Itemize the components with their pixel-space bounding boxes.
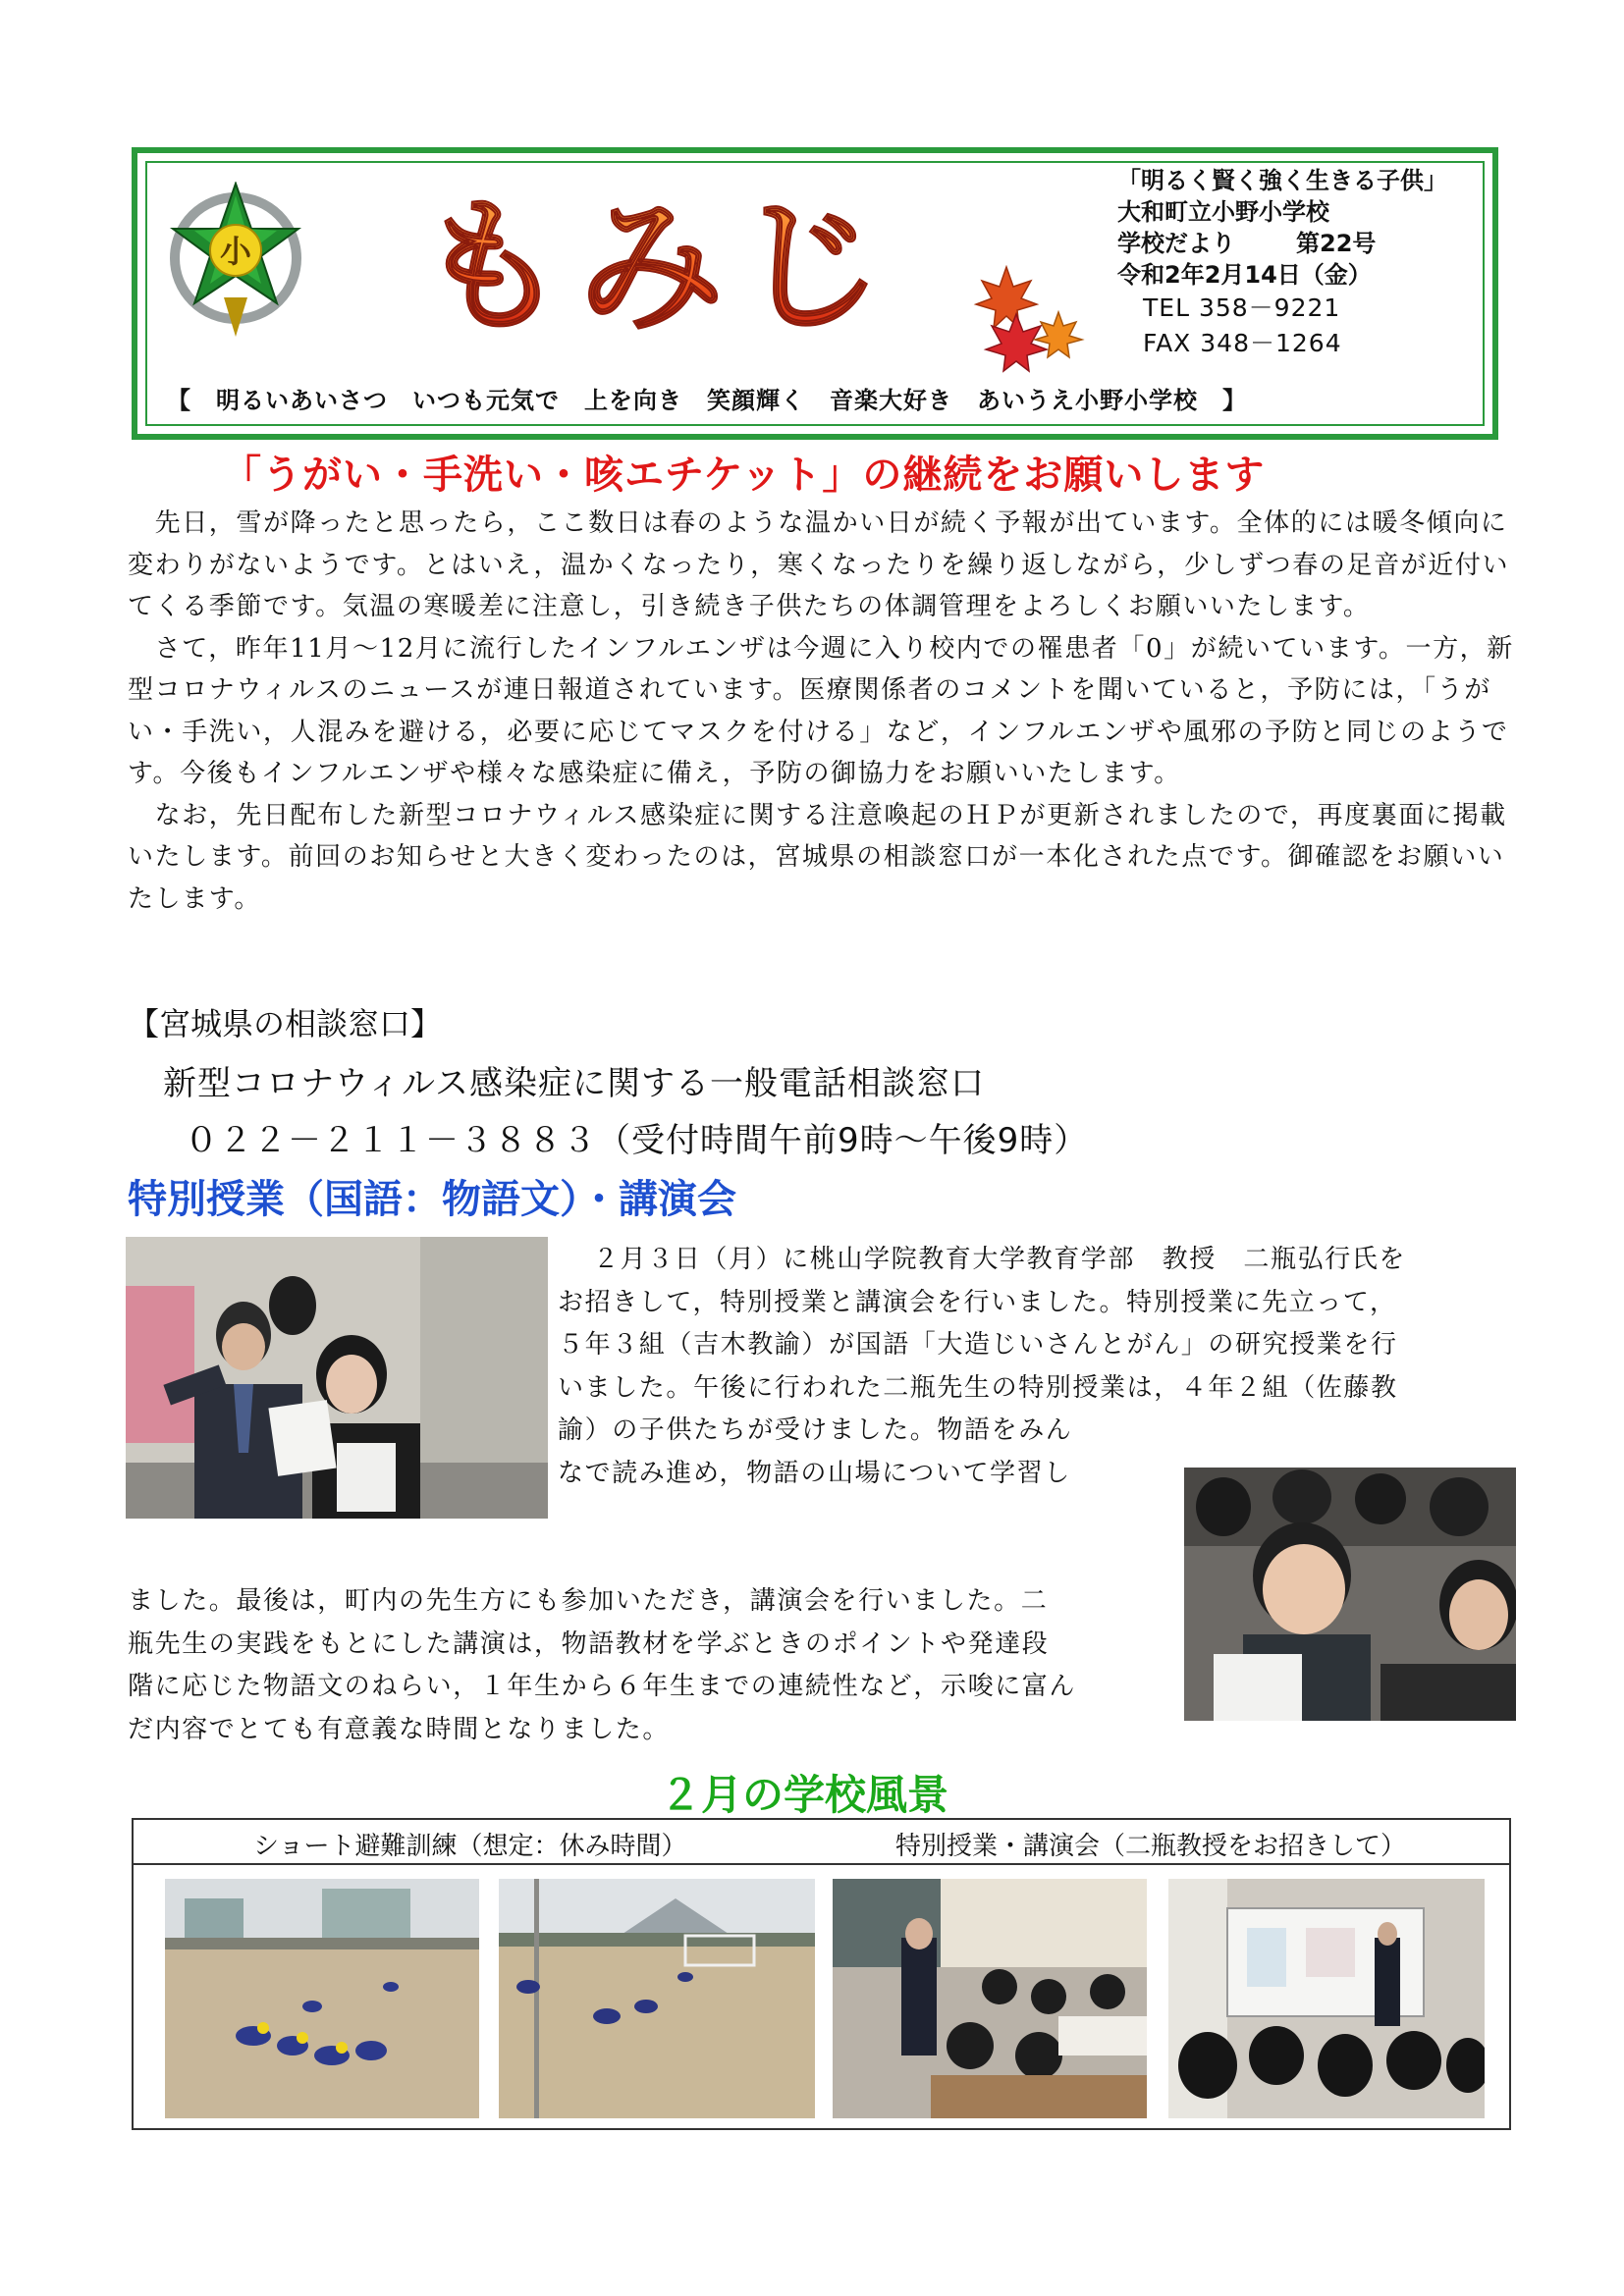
- issue-date: 令和2年2月14日（金）: [1117, 261, 1372, 289]
- article2-line-3: ５年３組（吉木教諭）が国語「大造じいさんとがん」の研究授業を行: [558, 1330, 1398, 1360]
- lecture-photo: [126, 1237, 548, 1519]
- school-motto: 「明るく賢く強く生きる子供」: [1117, 167, 1447, 194]
- article1-body: [128, 503, 1522, 920]
- consult-phone: ０２２－２１１－３８８３（受付時間午前9時～午後9時）: [185, 1121, 1089, 1160]
- article2-line-8: 瓶先生の実践をもとにした講演は，物語教材を学ぶときのポイントや発達段: [128, 1629, 1050, 1659]
- caption-evacuation-drill: ショート避難訓練（想定：休み時間）: [253, 1832, 687, 1861]
- issue-line: [1117, 228, 1483, 259]
- newsletter-label: 学校だより: [1117, 230, 1235, 257]
- article2-line-9: 階に応じた物語文のねらい，１年生から６年生までの連続性など，示唆に富ん: [128, 1672, 1077, 1701]
- article2-title: 特別授業（国語：物語文）・講演会: [128, 1177, 736, 1222]
- article3-title: ２月の学校風景: [660, 1771, 949, 1819]
- article2-body-bottom: [128, 1580, 1168, 1751]
- article2-body-right: [558, 1239, 1525, 1495]
- article1-paragraph-3: なお，先日配布した新型コロナウィルス感染症に関する注意喚起のＨＰが更新されましたので，再度裏面に掲載いたします。前回のお知らせと大きく変わったのは，宮城県の相談窓口が一本化された点です。御確認をお願いいたします。: [128, 800, 1507, 914]
- photo-table-header: [134, 1820, 1509, 1865]
- article2-line-6: なで読み進め，物語の山場について学習し: [558, 1458, 1071, 1488]
- emblem-char: 小: [219, 233, 252, 270]
- school-emblem-icon: [167, 182, 304, 339]
- article2-line-10: だ内容でとても有意義な時間となりました。: [128, 1714, 671, 1744]
- article1-paragraph-1: 先日，雪が降ったと思ったら，ここ数日は春のような温かい日が続く予報が出ています。全体的には暖冬傾向に変わりがないようです。とはいえ，温かくなったり，寒くなったりを繰り返しながら，少しずつ春の足音が近付いてくる季節です。気温の寒暖差に注意し，引き続き子供たちの体調管理をよろしくお願いいたします。: [128, 508, 1510, 621]
- consult-title: 【宮城県の相談窓口】: [128, 1005, 443, 1042]
- article2-line-5: 諭）の子供たちが受けました。物語をみん: [558, 1415, 1073, 1445]
- issue-number: 第22号: [1296, 230, 1377, 257]
- article1-headline: 「うがい・手洗い・咳エチケット」の継続をお願いします: [222, 453, 1266, 498]
- fax-number: FAX 348－1264: [1143, 329, 1342, 357]
- maple-leaves-icon: [972, 265, 1085, 373]
- article2-line-1: ２月３日（月）に桃山学院教育大学教育学部 教授 二瓶弘行氏を: [593, 1245, 1407, 1274]
- school-slogan: 【 明るいあいさつ いつも元気で 上を向き 笑顔輝く 音楽大好き あいうえ小野小学校 】: [167, 387, 1247, 414]
- consult-name: 新型コロナウィルス感染症に関する一般電話相談窓口: [163, 1064, 985, 1103]
- article1-paragraph-2: さて，昨年11月～12月に流行したインフルエンザは今週に入り校内での罹患者「0」が続いています。一方，新型コロナウィルスのニュースが連日報道されています。医療関係者のコメントを聞いていると，予防には，「うがい・手洗い，人混みを避ける，必要に応じてマスクを付ける」など，インフルエンザや風邪の予防と同じのようです。今後もインフルエンザや様々な感染症に備え，予防の御協力をお願いいたします。: [128, 633, 1514, 788]
- students-photo: [1184, 1468, 1516, 1721]
- tel-number: TEL 358－9221: [1143, 294, 1341, 322]
- school-info: [1100, 165, 1483, 361]
- article2-line-4: いました。午後に行われた二瓶先生の特別授業は，４年２組（佐藤教: [558, 1372, 1398, 1403]
- newsletter-title-text: もみじ: [419, 183, 896, 339]
- newsletter-title: [373, 182, 943, 339]
- article2-line-2: お招きして，特別授業と講演会を行いました。特別授業に先立って，: [558, 1287, 1397, 1317]
- school-scenes-table: [132, 1818, 1511, 2130]
- school-name: 大和町立小野小学校: [1117, 198, 1329, 226]
- class-photo-2: [1168, 1879, 1485, 2118]
- drill-photo-1: [165, 1879, 479, 2118]
- class-photo-1: [833, 1879, 1147, 2118]
- caption-special-class: 特別授業・講演会（二瓶教授をお招きして）: [895, 1832, 1407, 1861]
- article2-line-7: ました。最後は，町内の先生方にも参加いただき，講演会を行いました。二: [128, 1586, 1049, 1616]
- drill-photo-2: [499, 1879, 815, 2118]
